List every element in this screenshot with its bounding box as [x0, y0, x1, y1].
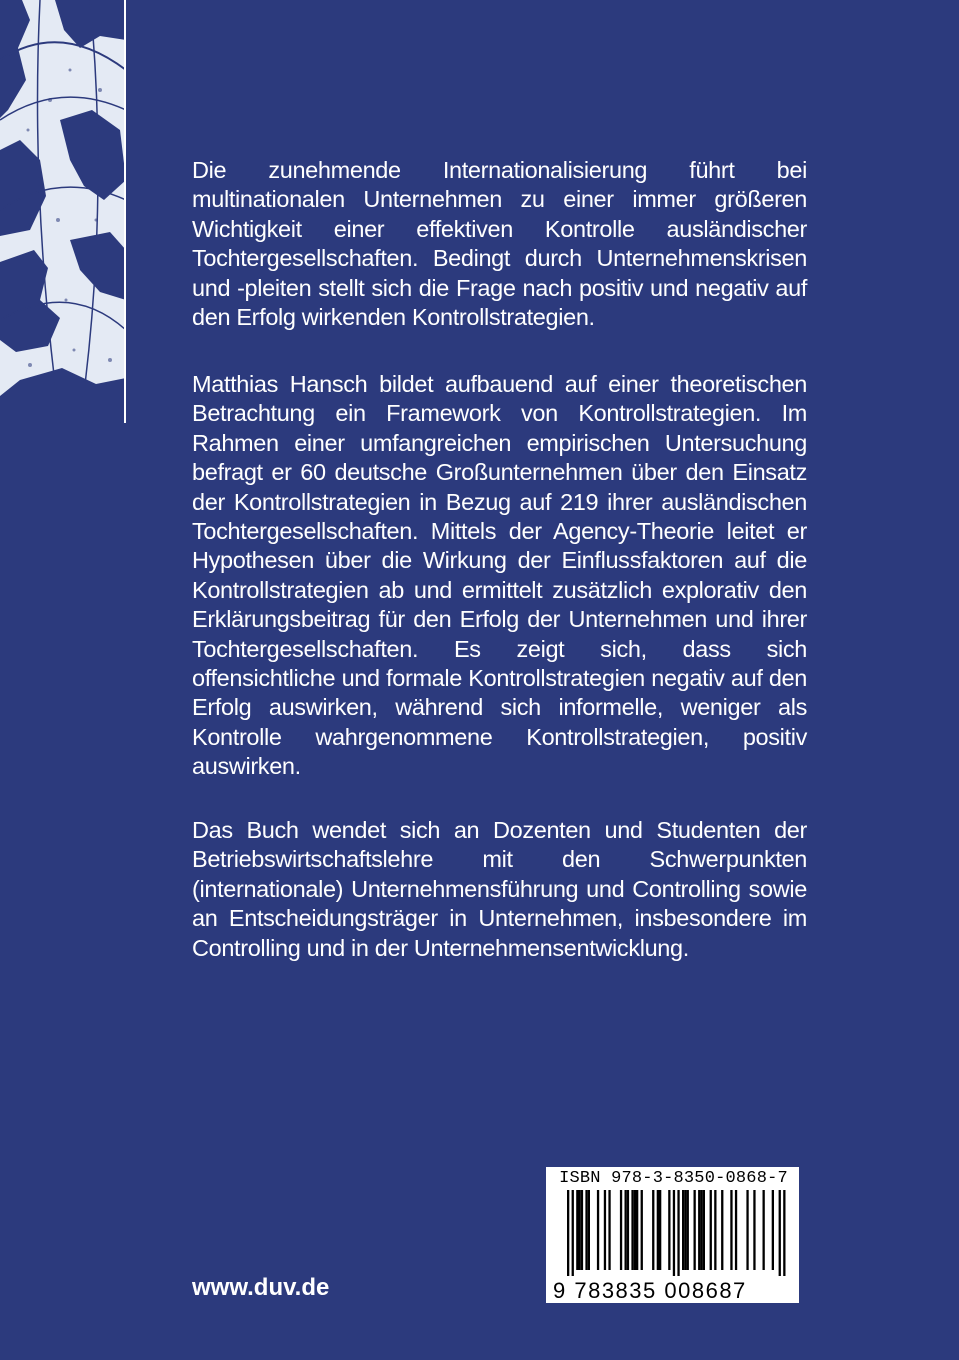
barcode-bar	[682, 1190, 684, 1270]
barcode-digits: 9 783835 008687	[553, 1278, 747, 1303]
barcode-bar	[687, 1190, 689, 1270]
barcode-bars	[547, 1190, 800, 1276]
barcode-bar	[634, 1190, 636, 1270]
barcode-bar	[597, 1190, 599, 1270]
image-border	[124, 0, 126, 423]
barcode-bar	[636, 1190, 638, 1270]
barcode-bar	[710, 1190, 712, 1270]
barcode-bar	[668, 1190, 670, 1270]
barcode-bar	[721, 1190, 723, 1270]
barcode-bar	[700, 1190, 702, 1270]
blurb-paragraph-3: Das Buch wendet sich an Dozenten und Studenten der Betriebswirtschaftslehre mit den Schwerpunkten (internationale) Unternehmensführung und Controlling sowie an Entscheidungsträger in Unternehmen, insbesondere im Controlling und in der Unternehmensentwicklung.	[192, 817, 807, 961]
barcode-bar	[684, 1190, 686, 1270]
barcode-bar	[763, 1190, 765, 1270]
barcode-bar	[753, 1190, 755, 1270]
barcode-bar	[631, 1190, 633, 1270]
barcode-bar	[625, 1190, 627, 1270]
barcode-bar	[585, 1190, 587, 1270]
barcode-bar	[779, 1190, 781, 1276]
barcode-bar	[783, 1190, 785, 1276]
barcode-bar	[703, 1190, 705, 1270]
barcode-bar	[698, 1190, 700, 1270]
barcode-bar	[572, 1190, 574, 1276]
barcode-bar	[735, 1190, 737, 1270]
barcode-bar	[604, 1190, 606, 1270]
barcode-bar	[620, 1190, 622, 1270]
barcode-bar	[576, 1190, 578, 1270]
barcode-bar	[730, 1190, 732, 1270]
barcode-bar	[746, 1190, 748, 1270]
barcode-bar	[677, 1190, 679, 1276]
barcode-bar	[588, 1190, 590, 1270]
barcode-bar	[627, 1190, 629, 1270]
barcode-bar	[581, 1190, 583, 1270]
publisher-website[interactable]: www.duv.de	[192, 1274, 330, 1301]
blurb-paragraph-2: Matthias Hansch bildet aufbauend auf einer theoretischen Betrachtung ein Framework von Kontrollstrategien. Im Rahmen einer umfangreichen empirischen Untersuchung befragt er 60 deutsche Großunternehmen über den Einsatz der Kontrollstrategien in Bezug auf 219 ihrer ausländischen Tochtergesellschaften. Mittels der Agency-Theorie leitet er Hypothesen über die Wirkung der Einflussfaktoren auf die Kontrollstrategien ab und ermittelt zusätzlich explorativ den Erklärungsbeitrag für den Erfolg der Unternehmen und ihrer Tochtergesellschaften. Es zeigt sich, dass sich offensichtliche und formale Kontrollstrategien negativ auf den Erfolg auswirken, während sich informelle, weniger als Kontrolle wahrgenommene Kontrollstrategien, positiv auswirken.	[192, 371, 807, 780]
barcode-bar	[772, 1190, 774, 1270]
barcode-bar	[567, 1190, 569, 1276]
isbn-barcode	[546, 1167, 799, 1303]
isbn-label: ISBN 978-3-8350-0868-7	[559, 1169, 788, 1188]
barcode-bar	[659, 1190, 661, 1270]
barcode-bar	[579, 1190, 581, 1270]
blurb-paragraph-1: Die zunehmende Internationalisierung führt bei multinationalen Unternehmen zu einer immer größeren Wichtigkeit einer effektiven Kontrolle ausländischer Tochtergesellschaften. Bedingt durch Unternehmenskrisen und -pleiten stellt sich die Frage nach positiv und negativ auf den Erfolg wirkenden Kontrollstrategien.	[192, 157, 807, 331]
barcode-bar	[641, 1190, 643, 1270]
barcode-bar	[694, 1190, 696, 1270]
barcode-bar	[652, 1190, 654, 1270]
globe-map-image	[0, 0, 126, 423]
barcode-bar	[673, 1190, 675, 1276]
barcode-bar	[714, 1190, 716, 1270]
barcode-bar	[657, 1190, 659, 1270]
barcode-bar	[608, 1190, 610, 1270]
